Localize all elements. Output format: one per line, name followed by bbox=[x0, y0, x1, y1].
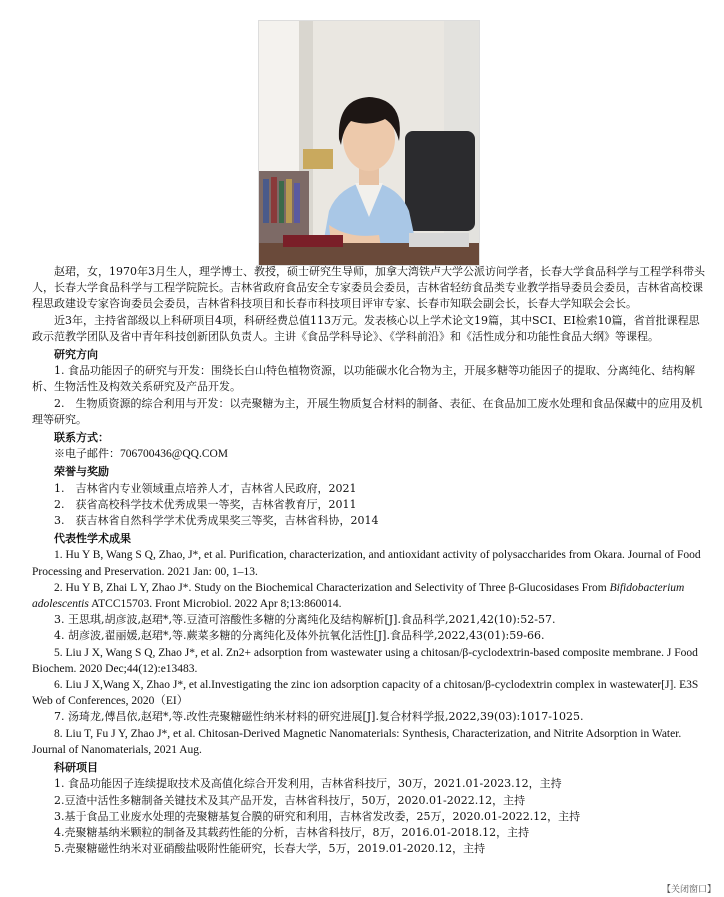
email-label: ※电子邮件： bbox=[54, 447, 120, 461]
research-item-1: 1. 食品功能因子的研究与开发：围绕长白山特色植物资源，以功能碳水化合物为主，开展多糖等功能因子的提取、分离纯化、结构解析、生物活性及构效关系研究及产品开发。 bbox=[32, 364, 695, 394]
honors-heading: 荣誉与奖励 bbox=[54, 465, 109, 479]
projects-heading: 科研项目 bbox=[54, 761, 98, 775]
honor-item-2: 2. 获省高校科学技术优秀成果一等奖，吉林省教育厅，2011 bbox=[54, 497, 357, 511]
publication-2-part-a: 2. Hu Y B, Zhai L Y, Zhao J*. Study on the Biochemical Characterization and Selectivity of Three β-Glucosidases From bbox=[54, 581, 610, 594]
profile-content bbox=[32, 264, 708, 857]
email-value[interactable]: 706700436@QQ.COM bbox=[120, 448, 229, 461]
project-item-2: 2.豆渣中活性多糖制备关键技术及其产品开发，吉林省科技厅，50万，2020.01-2022.12，主持 bbox=[54, 793, 526, 807]
portrait-image bbox=[259, 21, 480, 266]
publication-6: 6. Liu J X,Wang X, Zhao J*, et al.Investigating the zinc ion adsorption capacity of a chitosan/β-cyclodextrin complex in wastewater[J]. E3S Web of Conferences, 2020（EI） bbox=[32, 679, 699, 708]
publication-3: 3. 王思琪,胡彦波,赵珺*,等.豆渣可溶酸性多糖的分离纯化及结构解析[J].食品科学,2021,42(10):52-57. bbox=[54, 613, 556, 627]
publication-2 bbox=[32, 580, 708, 612]
research-heading: 研究方向 bbox=[54, 348, 98, 362]
publication-1: 1. Hu Y B, Wang S Q, Zhao, J*, et al. Purification, characterization, and antioxidant activity of polysaccharides from Okara. Journal of Food Processing and Preservation. 2021 Jan: 00, 1–13. bbox=[32, 549, 701, 578]
research-item-2: 2. 生物质资源的综合利用与开发：以壳聚糖为主，开展生物质复合材料的制备、表征、在食品加工废水处理和食品保藏中的应用及机理等研究。 bbox=[32, 396, 703, 426]
project-item-5: 5.壳聚糖磁性纳米对亚硝酸盐吸附性能研究，长春大学，5万，2019.01-2020.12，主持 bbox=[54, 842, 486, 856]
honor-item-3: 3. 获吉林省自然科学学术优秀成果奖三等奖，吉林省科协，2014 bbox=[54, 514, 379, 528]
profile-photo bbox=[258, 20, 480, 266]
publication-2-part-b: ATCC15703. Front Microbiol. 2022 Apr 8;13:860014. bbox=[88, 598, 342, 611]
honor-item-1: 1. 吉林省内专业领域重点培养人才，吉林省人民政府，2021 bbox=[54, 481, 357, 495]
publication-7: 7. 汤琦龙,傅昌依,赵珺*,等.改性壳聚糖磁性纳米材料的研究进展[J].复合材料学报,2022,39(03):1017-1025. bbox=[54, 710, 584, 724]
project-item-1: 1. 食品功能因子连续提取技术及高值化综合开发利用，吉林省科技厅，30万，2021.01-2023.12，主持 bbox=[54, 777, 562, 791]
publication-2-species: Bifidobacterium adolescentis bbox=[32, 581, 685, 611]
close-window-link[interactable]: 【关闭窗口】 bbox=[661, 885, 716, 895]
contact-heading: 联系方式： bbox=[54, 431, 109, 445]
contact-email-row bbox=[54, 446, 708, 462]
publication-5: 5. Liu J X, Wang S Q, Zhao J*, et al. Zn2+ adsorption from wastewater using a chitosan/β-cyclodextrin-based composite membrane. J Food Biochem. 2020 Dec;44(12):e13483. bbox=[32, 646, 698, 675]
publication-8: 8. Liu T, Fu J Y, Zhao J*, et al. Chitosan-Derived Magnetic Nanomaterials: Synthesis, Characterization, and Nitrite Adsorption in Water. Journal of Nanomaterials, 2021 Aug. bbox=[32, 727, 682, 756]
bio-paragraph-1: 赵珺，女，1970年3月生人，理学博士、教授，硕士研究生导师，加拿大湾铁卢大学公派访问学者，长春大学食品科学与工程学科带头人，长春大学食品科学与工程学院院长。吉林省政府食品安全专家委员会委员，吉林省轻纺食品类专业教学指导委员会委员，吉林省高校课程思政建设专家咨询委员会委员，吉林省科技项目和长春市科技项目评审专家、长春市知联会副会长，长春大学知联会会长。 bbox=[32, 265, 705, 311]
publication-4: 4. 胡彦波,翟丽媛,赵珺*,等.蕨菜多糖的分离纯化及体外抗氧化活性[J].食品科学,2022,43(01):59-66. bbox=[54, 629, 545, 643]
publications-heading: 代表性学术成果 bbox=[54, 532, 131, 546]
project-item-3: 3.基于食品工业废水处理的壳聚糖基复合膜的研究和利用，吉林省发改委，25万，2020.01-2022.12，主持 bbox=[54, 809, 581, 823]
bio-paragraph-2: 近3年，主持省部级以上科研项目4项，科研经费总值113万元。发表核心以上学术论文19篇，其中SCI、EI检索10篇，省首批课程思政示范教学团队及省中青年科技创新团队负责人。主讲《食品学科导论》、《学科前沿》和《活性成分和功能性食品大纲》等课程。 bbox=[32, 313, 700, 343]
project-item-4: 4.壳聚糖基纳米颗粒的制备及其载药性能的分析，吉林省科技厅，8万，2016.01-2018.12，主持 bbox=[54, 825, 530, 839]
